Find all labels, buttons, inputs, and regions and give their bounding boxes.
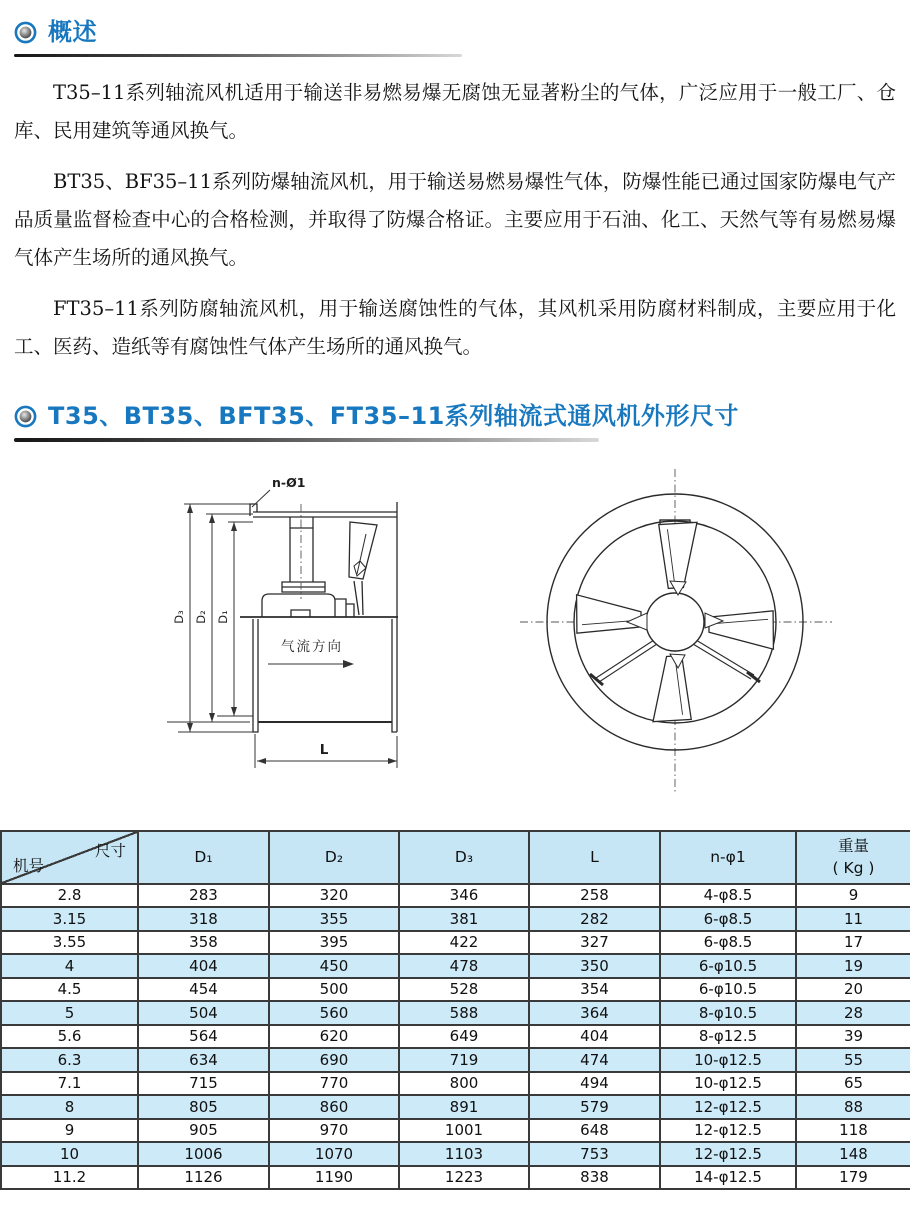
table-cell: 10-φ12.5 — [660, 1072, 796, 1096]
dim-d1-label: D₁ — [216, 609, 230, 624]
table-cell: 719 — [399, 1048, 529, 1072]
table-cell: 648 — [529, 1119, 660, 1143]
dimensions-table — [0, 830, 910, 1191]
table-cell: 579 — [529, 1095, 660, 1119]
table-row — [1, 954, 910, 978]
table-cell: 8 — [1, 1095, 138, 1119]
table-cell: 1103 — [399, 1142, 529, 1166]
table-cell: 320 — [269, 884, 399, 908]
overview-header-rule — [14, 54, 462, 58]
table-cell: 4.5 — [1, 978, 138, 1002]
fan-front-view-drawing — [502, 454, 892, 814]
table-cell: 39 — [796, 1025, 910, 1049]
overview-paragraph-3: FT35–11系列防腐轴流风机，用于输送腐蚀性的气体，其风机采用防腐材料制成，主要应用于化工、医药、造纸等有腐蚀性气体产生场所的通风换气。 — [14, 297, 896, 359]
table-row — [1, 931, 910, 955]
dim-d3-label: D₃ — [172, 609, 186, 624]
table-cell: 17 — [796, 931, 910, 955]
table-cell: 9 — [1, 1119, 138, 1143]
column-header-d1: D₁ — [138, 831, 269, 884]
table-cell: 474 — [529, 1048, 660, 1072]
table-cell: 12-φ12.5 — [660, 1119, 796, 1143]
table-cell: 620 — [269, 1025, 399, 1049]
table-cell: 20 — [796, 978, 910, 1002]
table-cell: 800 — [399, 1072, 529, 1096]
table-cell: 2.8 — [1, 884, 138, 908]
table-row — [1, 884, 910, 908]
dim-length-label: L — [319, 741, 329, 758]
table-cell: 11 — [796, 907, 910, 931]
table-cell: 588 — [399, 1001, 529, 1025]
table-cell: 6-φ10.5 — [660, 954, 796, 978]
table-cell: 891 — [399, 1095, 529, 1119]
dimensions-header — [14, 402, 896, 431]
table-header-row — [1, 831, 910, 884]
table-cell: 7.1 — [1, 1072, 138, 1096]
table-cell: 4-φ8.5 — [660, 884, 796, 908]
table-cell: 500 — [269, 978, 399, 1002]
column-header-weight — [796, 831, 910, 884]
table-cell: 6-φ10.5 — [660, 978, 796, 1002]
table-cell: 355 — [269, 907, 399, 931]
dimensions-section — [0, 402, 910, 1190]
table-row — [1, 907, 910, 931]
table-cell: 494 — [529, 1072, 660, 1096]
technical-drawings — [0, 442, 910, 814]
table-cell: 14-φ12.5 — [660, 1166, 796, 1190]
table-cell: 318 — [138, 907, 269, 931]
table-cell: 404 — [529, 1025, 660, 1049]
table-cell: 395 — [269, 931, 399, 955]
column-header-d2: D₂ — [269, 831, 399, 884]
table-cell: 346 — [399, 884, 529, 908]
table-cell: 1223 — [399, 1166, 529, 1190]
table-cell: 283 — [138, 884, 269, 908]
table-cell: 9 — [796, 884, 910, 908]
table-cell: 422 — [399, 931, 529, 955]
table-cell: 454 — [138, 978, 269, 1002]
table-row — [1, 1095, 910, 1119]
overview-paragraph-1: T35–11系列轴流风机适用于输送非易燃易爆无腐蚀无显著粉尘的气体，广泛应用于一般工厂、仓库、民用建筑等通风换气。 — [14, 81, 896, 143]
table-cell: 770 — [269, 1072, 399, 1096]
table-cell: 715 — [138, 1072, 269, 1096]
table-cell: 753 — [529, 1142, 660, 1166]
table-row — [1, 1025, 910, 1049]
table-cell: 8-φ10.5 — [660, 1001, 796, 1025]
table-cell: 970 — [269, 1119, 399, 1143]
table-cell: 478 — [399, 954, 529, 978]
table-cell: 504 — [138, 1001, 269, 1025]
size-table-body — [1, 884, 910, 1190]
table-corner-cell — [1, 831, 138, 884]
table-cell: 1001 — [399, 1119, 529, 1143]
table-cell: 65 — [796, 1072, 910, 1096]
table-row — [1, 1166, 910, 1190]
table-cell: 404 — [138, 954, 269, 978]
corner-label-size: 尺寸 — [94, 841, 126, 860]
table-cell: 148 — [796, 1142, 910, 1166]
table-cell: 8-φ12.5 — [660, 1025, 796, 1049]
table-cell: 179 — [796, 1166, 910, 1190]
table-row — [1, 978, 910, 1002]
table-cell: 528 — [399, 978, 529, 1002]
table-cell: 364 — [529, 1001, 660, 1025]
table-cell: 358 — [138, 931, 269, 955]
table-cell: 649 — [399, 1025, 529, 1049]
table-cell: 860 — [269, 1095, 399, 1119]
dimensions-table-header — [1, 831, 910, 884]
table-cell: 55 — [796, 1048, 910, 1072]
table-cell: 12-φ12.5 — [660, 1095, 796, 1119]
table-row — [1, 1001, 910, 1025]
table-cell: 5 — [1, 1001, 138, 1025]
table-cell: 354 — [529, 978, 660, 1002]
overview-title: 概述 — [48, 18, 97, 46]
table-cell: 88 — [796, 1095, 910, 1119]
table-cell: 327 — [529, 931, 660, 955]
table-cell: 1126 — [138, 1166, 269, 1190]
table-cell: 5.6 — [1, 1025, 138, 1049]
table-cell: 3.15 — [1, 907, 138, 931]
column-header-d3: D₃ — [399, 831, 529, 884]
table-cell: 560 — [269, 1001, 399, 1025]
table-cell: 381 — [399, 907, 529, 931]
table-cell: 12-φ12.5 — [660, 1142, 796, 1166]
weight-label: 重量 — [837, 836, 869, 855]
table-row — [1, 1072, 910, 1096]
table-cell: 6-φ8.5 — [660, 907, 796, 931]
table-cell: 634 — [138, 1048, 269, 1072]
table-row — [1, 1048, 910, 1072]
weight-unit: ( Kg ) — [832, 859, 875, 878]
table-cell: 258 — [529, 884, 660, 908]
column-header-l: L — [529, 831, 660, 884]
table-cell: 19 — [796, 954, 910, 978]
table-cell: 905 — [138, 1119, 269, 1143]
column-header-n-phi: n-φ1 — [660, 831, 796, 884]
table-cell: 1190 — [269, 1166, 399, 1190]
table-row — [1, 1142, 910, 1166]
page — [0, 18, 910, 1190]
overview-header — [14, 18, 896, 47]
table-cell: 10-φ12.5 — [660, 1048, 796, 1072]
table-cell: 1070 — [269, 1142, 399, 1166]
airflow-direction-label: 气流方向 — [281, 638, 343, 655]
table-cell: 6-φ8.5 — [660, 931, 796, 955]
corner-label-model: 机号 — [13, 856, 45, 875]
section-bullet-icon — [14, 405, 37, 428]
table-cell: 118 — [796, 1119, 910, 1143]
table-cell: 805 — [138, 1095, 269, 1119]
table-cell: 838 — [529, 1166, 660, 1190]
section-bullet-icon — [14, 21, 37, 44]
table-cell: 28 — [796, 1001, 910, 1025]
table-cell: 4 — [1, 954, 138, 978]
table-cell: 564 — [138, 1025, 269, 1049]
table-row — [1, 1119, 910, 1143]
table-cell: 690 — [269, 1048, 399, 1072]
dimensions-title: T35、BT35、BFT35、FT35–11系列轴流式通风机外形尺寸 — [48, 402, 739, 431]
fan-side-view-drawing — [150, 454, 460, 794]
table-cell: 6.3 — [1, 1048, 138, 1072]
table-cell: 282 — [529, 907, 660, 931]
table-cell: 11.2 — [1, 1166, 138, 1190]
dim-d2-label: D₂ — [194, 609, 208, 624]
table-cell: 3.55 — [1, 931, 138, 955]
overview-section — [0, 18, 910, 366]
table-cell: 350 — [529, 954, 660, 978]
table-cell: 1006 — [138, 1142, 269, 1166]
overview-paragraph-2: BT35、BF35–11系列防爆轴流风机，用于输送易燃易爆性气体，防爆性能已通过国家防爆电气产品质量监督检查中心的合格检测，并取得了防爆合格证。主要应用于石油、化工、天然气等有易燃易爆气体产生场所的通风换气。 — [14, 170, 896, 270]
hole-count-label: n-Ø1 — [272, 474, 306, 490]
table-cell: 450 — [269, 954, 399, 978]
table-cell: 10 — [1, 1142, 138, 1166]
